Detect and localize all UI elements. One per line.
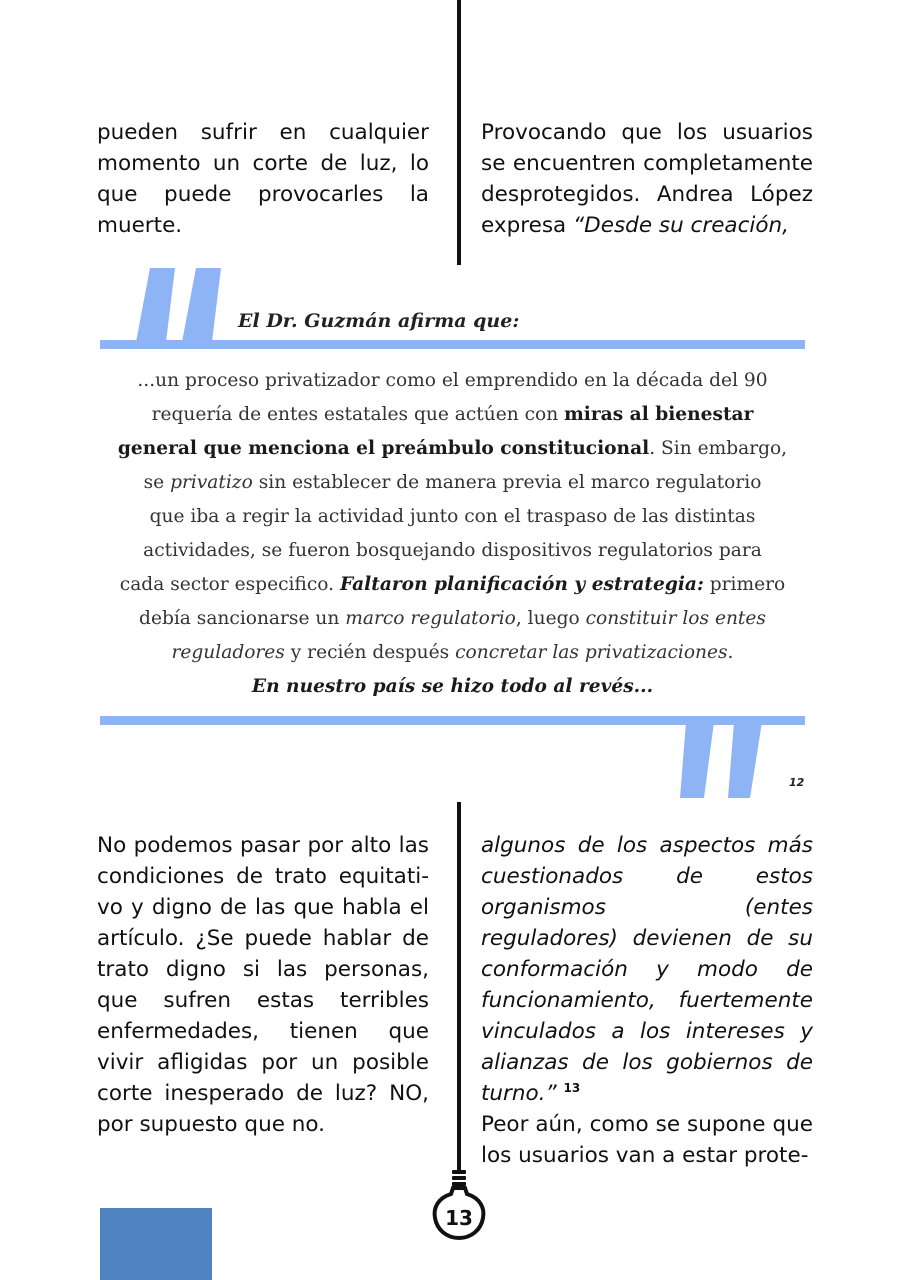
- quote-segment: concretar las privatizaciones: [455, 642, 728, 663]
- quote-line: [105, 602, 800, 636]
- quote-segment: Faltaron planificación y estrategia:: [339, 574, 704, 595]
- quote-segment: . Sin embargo,: [649, 438, 788, 459]
- quote-segment: miras al bienestar: [564, 404, 754, 425]
- quote-segment: cada sector especifico.: [119, 574, 340, 595]
- quote-line: [105, 670, 800, 704]
- top-column-divider: [457, 0, 461, 265]
- quote-segment: constituir los entes: [585, 608, 766, 629]
- quote-segment: general que menciona el preámbulo constitucional: [117, 438, 650, 459]
- page-number: 13: [445, 1206, 473, 1230]
- footnote-13-marker: 13: [563, 1080, 581, 1095]
- quote-body: [105, 364, 800, 704]
- top-right-text: Provocando que los usuarios se encuentren completamente desprotegidos. Andrea López expresa: [481, 120, 813, 238]
- quote-segment: sin establecer de manera previa el marco regulatorio: [252, 472, 762, 493]
- quote-segment: debía sancionarse un: [139, 608, 346, 629]
- top-right-italic-text: “Desde su creación,: [573, 213, 790, 238]
- quote-segment: se: [143, 472, 171, 493]
- top-left-paragraph: [97, 117, 429, 241]
- quote-segment: y recién después: [284, 642, 456, 663]
- quote-segment: privatizo: [170, 472, 253, 493]
- corner-decoration: [100, 1208, 212, 1280]
- quote-segment: requería de entes estatales que actúen con: [151, 404, 565, 425]
- bottom-left-text: No podemos pasar por alto las condiciones de trato equitativo y digno de las que habla el artículo. ¿Se puede hablar de trato digno si las personas, que sufren estas terribles enfermedades, tienen que vivir afligidas por un posible corte inesperado de luz? NO, por supuesto que no.: [97, 833, 429, 1137]
- quote-line: [105, 432, 800, 466]
- quote-segment: reguladores: [171, 642, 285, 663]
- bottom-right-paragraph: [481, 830, 813, 1171]
- close-quote-icon: [680, 722, 776, 798]
- quote-segment: que iba a regir la actividad junto con el traspaso de las distintas: [149, 506, 756, 527]
- quote-segment: , luego: [515, 608, 586, 629]
- quote-line: [105, 364, 800, 398]
- quote-segment: actividades, se fueron bosquejando dispositivos regulatorios para: [143, 540, 762, 561]
- top-left-text: pueden sufrir en cualquier momento un corte de luz, lo que puede provocarles la muerte.: [97, 120, 429, 238]
- quote-segment: marco regulatorio: [345, 608, 516, 629]
- quote-line: [105, 500, 800, 534]
- quote-line: [105, 398, 800, 432]
- quote-segment: ...un proceso privatizador como el emprendido en la década del 90: [137, 370, 768, 391]
- bottom-right-text: Peor aún, como se supone que los usuarios van a estar prote-: [481, 1112, 813, 1168]
- quote-line: [105, 534, 800, 568]
- quote-top-bar: [100, 340, 805, 349]
- quote-heading: El Dr. Guzmán afirma que:: [238, 310, 520, 332]
- open-quote-icon: [130, 268, 230, 342]
- bottom-column-divider: [457, 802, 461, 1172]
- quote-segment: En nuestro país se hizo todo al revés...: [251, 676, 654, 697]
- quote-line: [105, 636, 800, 670]
- quote-segment: primero: [703, 574, 786, 595]
- quote-line: [105, 568, 800, 602]
- bottom-right-italic-text: algunos de los aspectos más cuestionados de estos organismos (entes reguladores) devienen de su conformación y modo de funcionamiento, fuertemente vinculados a los intereses y alianzas de los gobiernos de turno.”: [481, 833, 813, 1106]
- top-right-paragraph: [481, 117, 813, 241]
- quote-footnote-number: 12: [789, 776, 805, 789]
- quote-segment: .: [727, 642, 734, 663]
- bottom-left-paragraph: [97, 830, 429, 1140]
- quote-line: [105, 466, 800, 500]
